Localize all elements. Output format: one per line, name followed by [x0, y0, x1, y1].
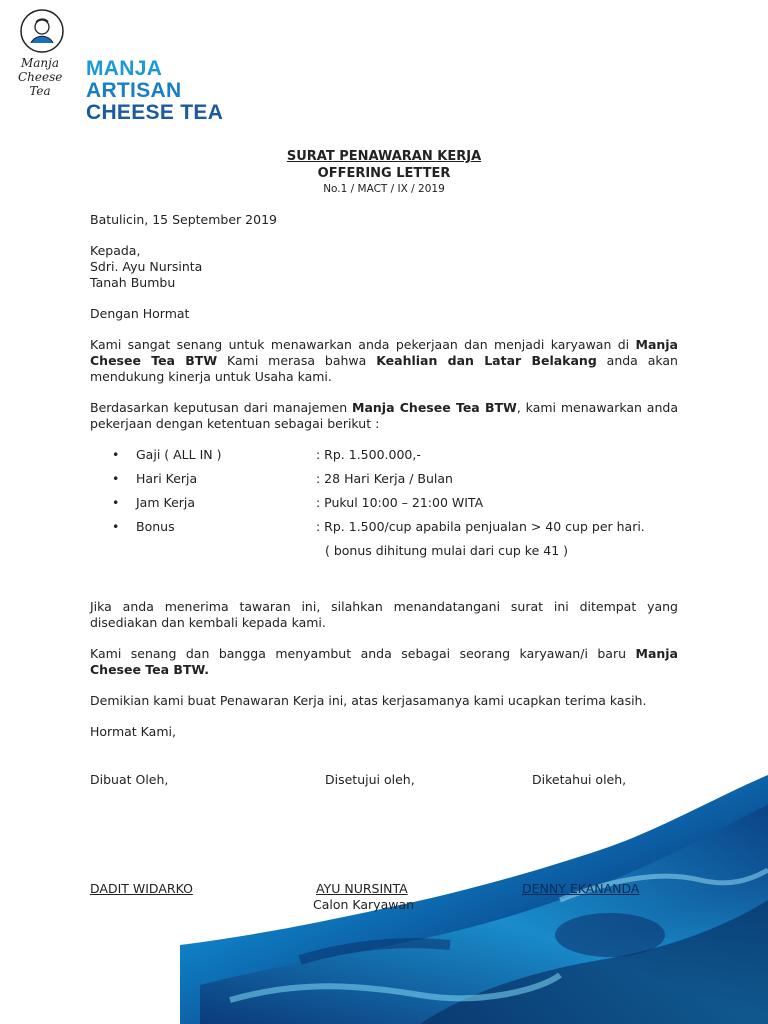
- list-item: • Hari Kerja : 28 Hari Kerja / Bulan: [112, 471, 453, 486]
- list-item: • Gaji ( ALL IN ) : Rp. 1.500.000,-: [112, 447, 421, 462]
- signature-name-2: AYU NURSINTA: [316, 881, 408, 896]
- letter-title: SURAT PENAWARAN KERJA: [286, 149, 482, 164]
- paragraph-1: Kami sangat senang untuk menawarkan anda pekerjaan dan menjadi karyawan di Manja Chesee Tea BTW Kami merasa bahwa Keahlian dan Latar Belakang anda akan mendukung kinerja untuk Usaha kami.: [90, 337, 678, 384]
- signature-name-3: DENNY EKANANDA: [522, 881, 640, 896]
- letter-subtitle: OFFERING LETTER: [317, 166, 451, 181]
- bullet-icon: •: [112, 495, 120, 510]
- bullet-icon: •: [112, 519, 120, 534]
- signature-role-3: Diketahui oleh,: [532, 772, 627, 787]
- paragraph-4: Kami senang dan bangga menyambut anda sebagai seorang karyawan/i baru Manja Chesee Tea BTW.: [90, 646, 678, 677]
- signature-role-2: Disetujui oleh,: [325, 772, 415, 787]
- bonus-note: ( bonus dihitung mulai dari cup ke 41 ): [325, 543, 568, 558]
- signature-name-1: DADIT WIDARKO: [90, 881, 193, 896]
- bullet-icon: •: [112, 471, 120, 486]
- bullet-icon: •: [112, 447, 120, 462]
- place-date: Batulicin, 15 September 2019: [90, 212, 277, 227]
- logo-emblem-icon: [19, 8, 65, 54]
- greeting: Dengan Hormat: [90, 306, 190, 321]
- brand-name: MANJA ARTISAN CHEESE TEA: [86, 57, 224, 124]
- paragraph-3: Jika anda menerima tawaran ini, silahkan menandatangani surat ini ditempat yang disediakan dan kembali kepada kami.: [90, 599, 678, 630]
- closing: Hormat Kami,: [90, 724, 176, 739]
- logo-script: Manja Cheese Tea: [18, 56, 63, 98]
- letter-header: [0, 148, 768, 196]
- letter-number: No.1 / MACT / IX / 2019: [323, 183, 445, 195]
- list-item: • Jam Kerja : Pukul 10:00 – 21:00 WITA: [112, 495, 484, 510]
- signature-role-1: Dibuat Oleh,: [90, 772, 169, 787]
- logo: [16, 6, 236, 124]
- recipient: Kepada, Sdri. Ayu Nursinta Tanah Bumbu: [90, 243, 203, 290]
- signature-title-2: Calon Karyawan: [313, 897, 415, 912]
- paragraph-2: Berdasarkan keputusan dari manajemen Manja Chesee Tea BTW, kami menawarkan anda pekerjaan dengan ketentuan sebagai berikut :: [90, 400, 678, 431]
- paragraph-5: Demikian kami buat Penawaran Kerja ini, atas kerjasamanya kami ucapkan terima kasih.: [90, 693, 647, 708]
- list-item: • Bonus : Rp. 1.500/cup apabila penjualan > 40 cup per hari.: [112, 519, 645, 534]
